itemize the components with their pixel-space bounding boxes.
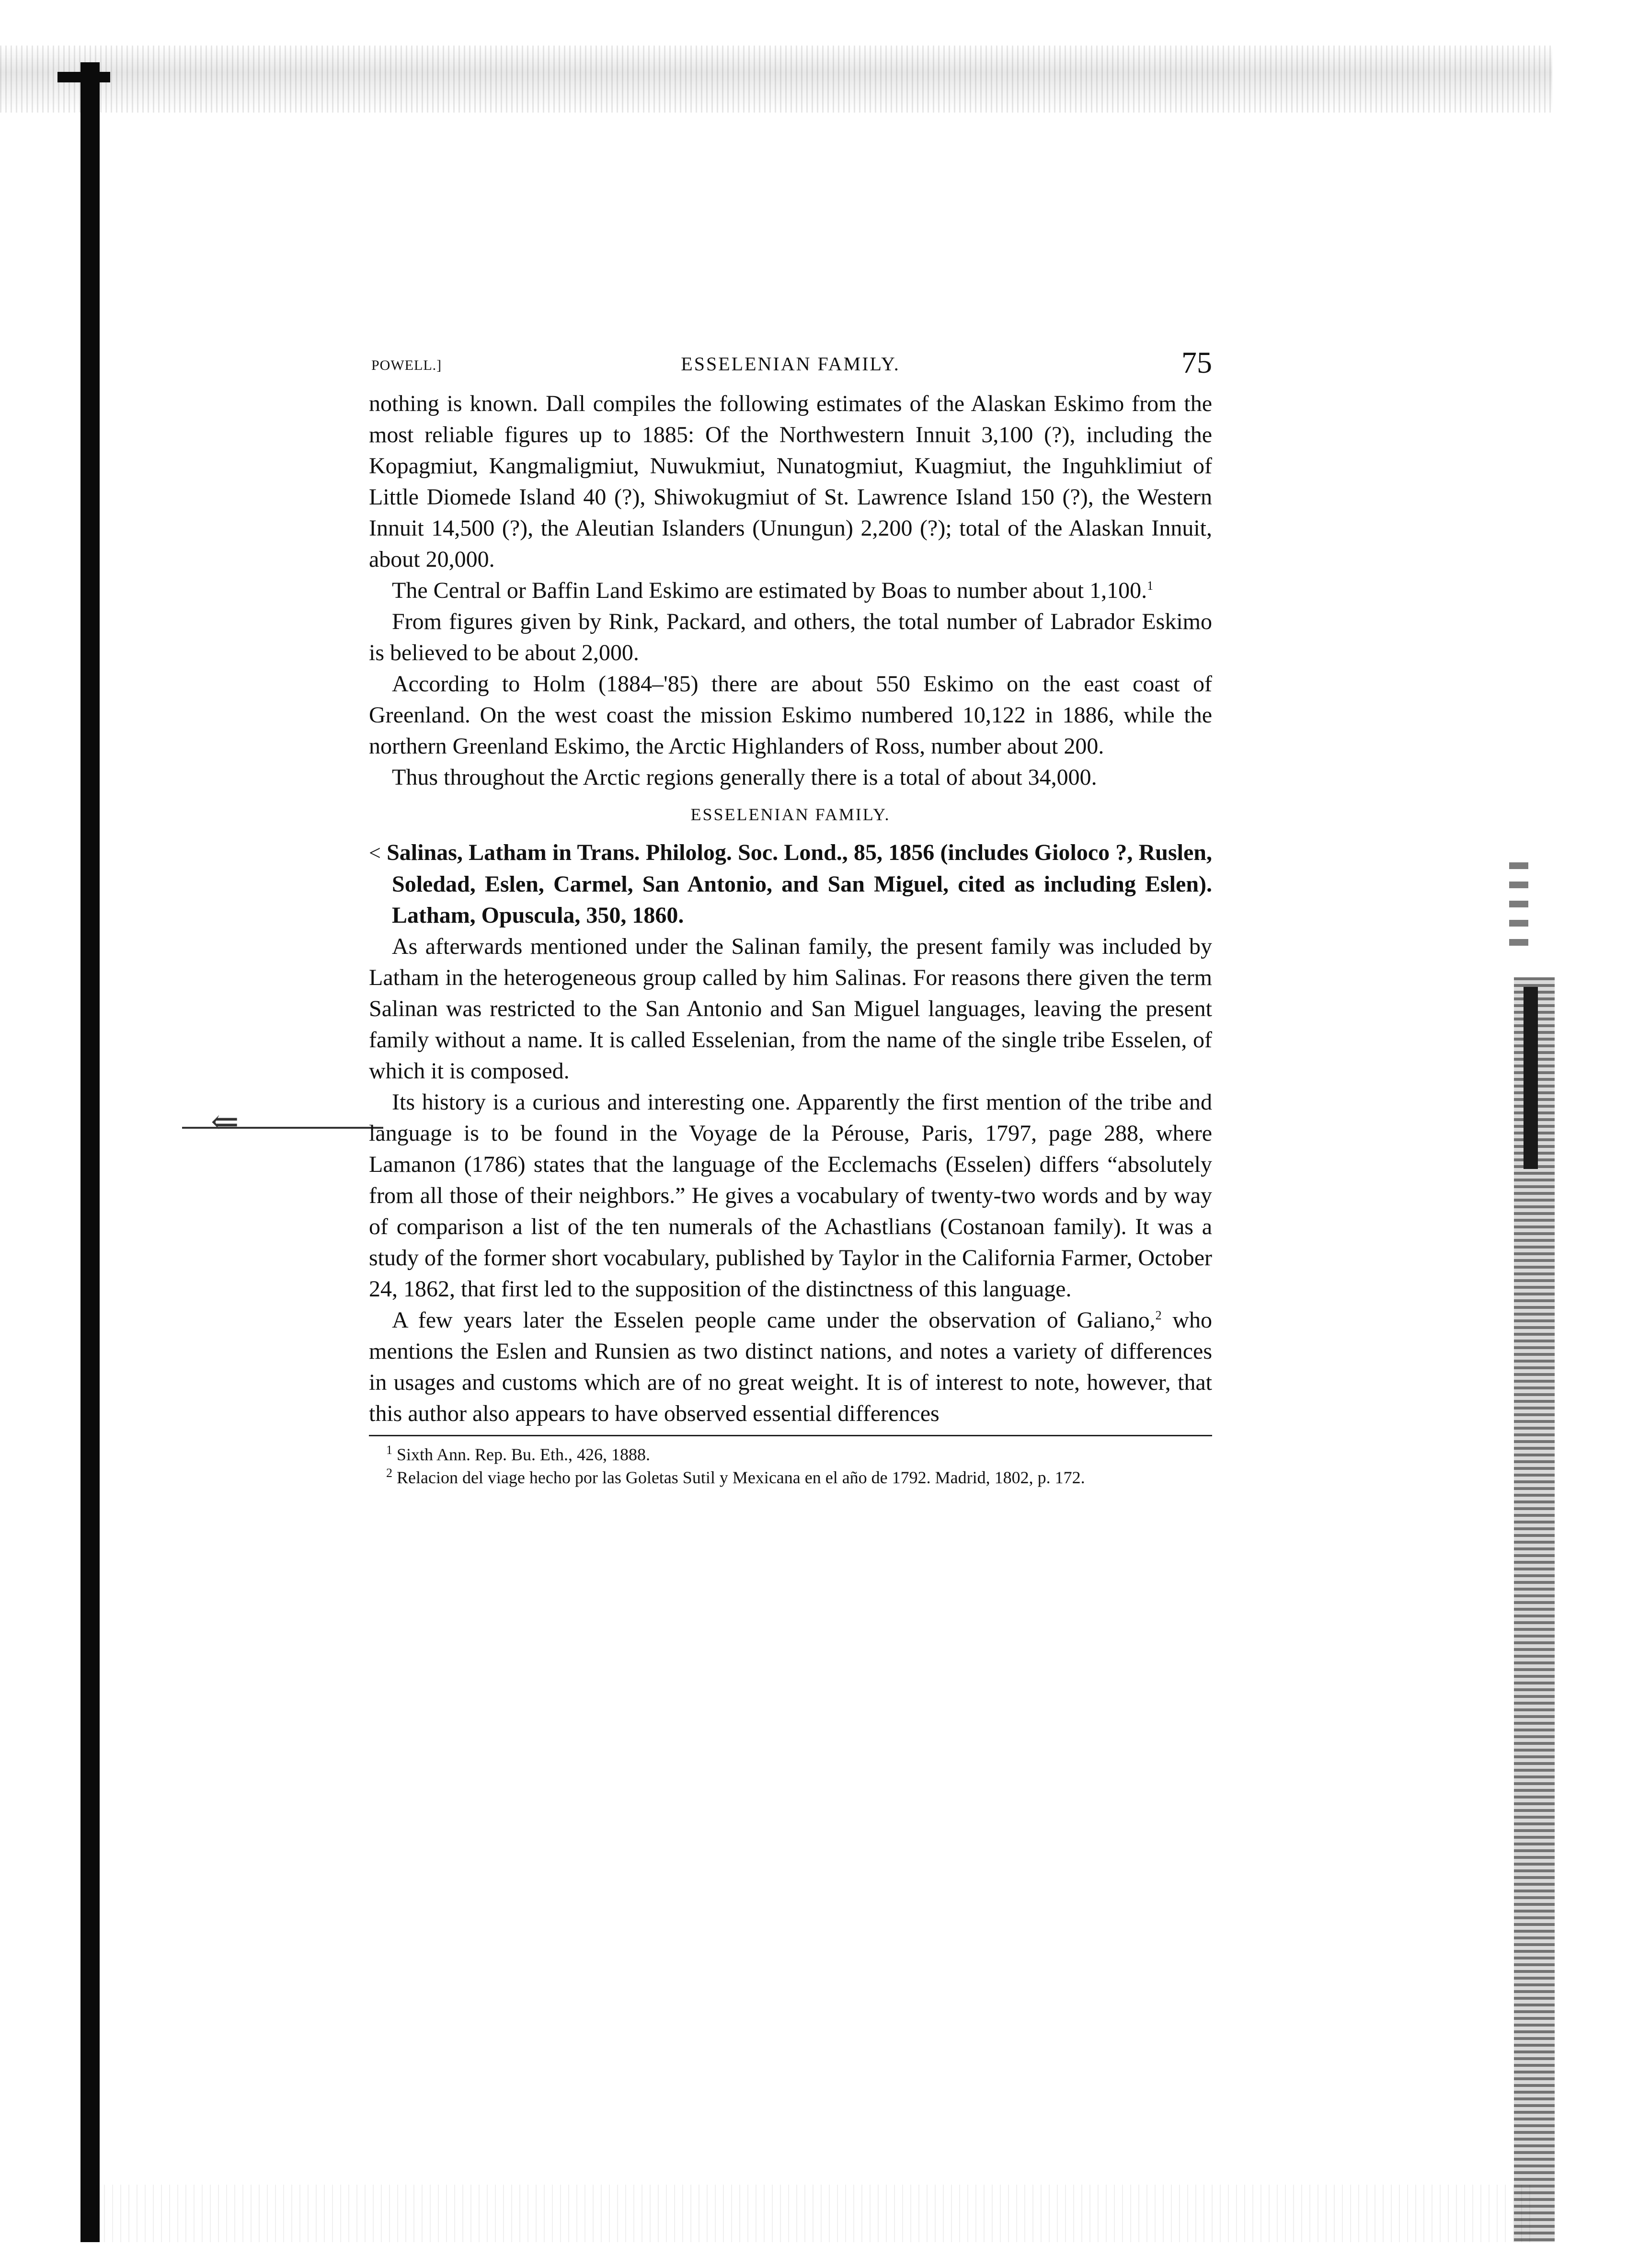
scan-bottom-noise xyxy=(96,2185,1533,2242)
running-head-title: ESSELENIAN FAMILY. xyxy=(681,353,900,375)
scan-right-edge-dark xyxy=(1524,987,1538,1169)
section-title: ESSELENIAN FAMILY. xyxy=(690,805,891,824)
scan-binding-cap xyxy=(57,72,110,82)
paragraph: Thus throughout the Arctic regions generally there is a total of about 34,000. xyxy=(392,765,1097,790)
margin-pointer-icon: ⇐ xyxy=(211,1104,239,1141)
footnote-mark: 1 xyxy=(386,1443,392,1457)
body-text xyxy=(369,388,1212,1429)
footnote-mark: 2 xyxy=(386,1466,392,1480)
footnote-ref: 2 xyxy=(1155,1308,1162,1322)
running-head-author: POWELL.] xyxy=(371,357,442,373)
scan-binding-shadow xyxy=(80,62,100,2242)
paragraph: A few years later the Esselen people came under the observation of Galiano,$^2$ who mentions the Eslen and Runsien as two distinct nations, and notes a variety of differences in usages and customs which are of no great weight. It is of interest to note, however, that this author also appears to have observed essential differences xyxy=(369,1307,1212,1426)
page-number: 75 xyxy=(1181,345,1212,379)
page-content xyxy=(369,345,1212,1489)
paragraph: According to Holm (1884–'85) there are about 550 Eskimo on the east coast of Greenland. On the west coast the mission Eskimo numbered 10,122 in 1886, while the northern Greenland Eskimo, the Arctic Highlanders of Ross, number about 200. xyxy=(369,671,1212,759)
footnote: $^2$ Relacion del viage hecho por las Goletas Sutil y Mexicana en el año de 1792. Madrid, 1802, p. 172. xyxy=(386,1466,1085,1487)
synonymy-entry xyxy=(369,837,1212,931)
synonymy-sign: < xyxy=(369,841,381,865)
paragraph: Its history is a curious and interesting one. Apparently the first mention of the tribe and language is to be found in the Voyage de la Pérouse, Paris, 1797, page 288, where Lamanon (1786) states that the language of the Ecclemachs (Esselen) differs “absolutely from all those of their neighbors.” He gives a vocabulary of twenty-two words and by way of comparison a list of the ten numerals of the Achastlians (Costanoan family). It was a study of the former short vocabulary, published by Taylor in the California Farmer, October 24, 1862, that first led to the supposition of the distinctness of this language. xyxy=(369,1089,1212,1302)
running-head xyxy=(369,345,1212,388)
synonymy-text: Salinas, Latham in Trans. Philolog. Soc. Lond., 85, 1856 (includes Gioloco ?, Ruslen, Soledad, Eslen, Carmel, San Antonio, and San Miguel, cited as including Eslen). Latham, Opuscula, 350, 1860. xyxy=(387,840,1213,928)
paragraph: As afterwards mentioned under the Salinan family, the present family was included by Latham in the heterogeneous group called by him Salinas. For reasons there given the term Salinan was restricted to the San Antonio and San Miguel languages, leaving the present family without a name. It is called Esselenian, from the name of the single tribe Esselen, of which it is composed. xyxy=(369,934,1212,1084)
scan-top-noise xyxy=(0,46,1552,113)
scan-right-dashes xyxy=(1509,862,1528,949)
paragraph: The Central or Baffin Land Eskimo are estimated by Boas to number about 1,100.$^1$ xyxy=(392,578,1154,603)
footnotes xyxy=(369,1435,1212,1489)
footnote: $^1$ Sixth Ann. Rep. Bu. Eth., 426, 1888. xyxy=(386,1443,651,1464)
paragraph: nothing is known. Dall compiles the following estimates of the Alaskan Eskimo from the most reliable figures up to 1885: Of the Northwestern Innuit 3,100 (?), including the Kopagmiut, Kangmaligmiut, Nuwukmiut, Nunatogmiut, Kuagmiut, the Inguhklimiut of Little Diomede Island 40 (?), Shiwokugmiut of St. Lawrence Island 150 (?), the Western Innuit 14,500 (?), the Aleutian Islanders (Unungun) 2,200 (?); total of the Alaskan Innuit, about 20,000. xyxy=(369,391,1212,572)
footnote-ref: 1 xyxy=(1147,579,1154,593)
paragraph: From figures given by Rink, Packard, and others, the total number of Labrador Eskimo is believed to be about 2,000. xyxy=(369,609,1212,665)
